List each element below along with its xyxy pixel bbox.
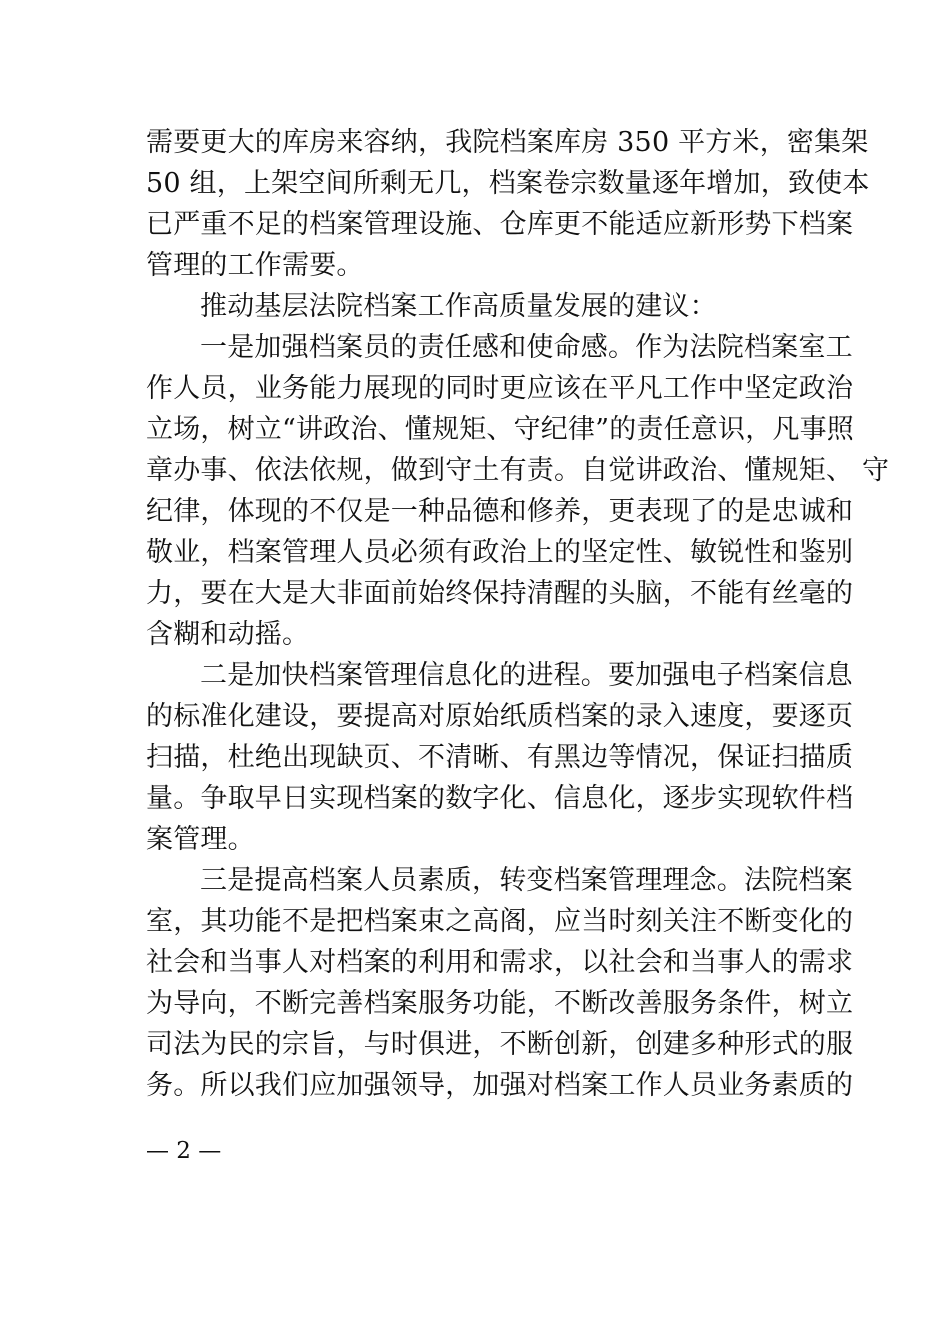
text-line-20: 室，其功能不是把档案束之高阁，应当时刻关注不断变化的	[146, 906, 854, 937]
text-line-12: 力，要在大是大非面前始终保持清醒的头脑，不能有丝毫的	[146, 578, 854, 609]
text-line-11: 敬业，档案管理人员必须有政治上的坚定性、敏锐性和鉴别	[146, 537, 854, 568]
text-line-2: 50 组，上架空间所剩无几，档案卷宗数量逐年增加，致使本	[146, 168, 870, 199]
section-heading: 推动基层法院档案工作高质量发展的建议：	[200, 291, 717, 322]
text-line-1: 需要更大的库房来容纳，我院档案库房 350 平方米，密集架	[146, 127, 869, 158]
text-line-7: 作人员，业务能力展现的同时更应该在平凡工作中坚定政治	[146, 373, 854, 404]
text-line-9: 章办事、依法依规，做到守土有责。自觉讲政治、懂规矩、 守	[146, 455, 890, 486]
paragraph-2-start: 二是加快档案管理信息化的进程。要加强电子档案信息	[200, 660, 853, 691]
page-number: — 2 —	[146, 1138, 222, 1164]
text-line-21: 社会和当事人对档案的利用和需求，以社会和当事人的需求	[146, 947, 854, 978]
text-line-23: 司法为民的宗旨，与时俱进，不断创新，创建多种形式的服	[146, 1029, 854, 1060]
text-line-4: 管理的工作需要。	[146, 250, 364, 281]
text-line-13: 含糊和动摇。	[146, 619, 310, 650]
text-line-18: 案管理。	[146, 824, 255, 855]
paragraph-3-start: 三是提高档案人员素质，转变档案管理理念。法院档案	[200, 865, 853, 896]
text-line-15: 的标准化建设，要提高对原始纸质档案的录入速度，要逐页	[146, 701, 854, 732]
text-line-17: 量。争取早日实现档案的数字化、信息化，逐步实现软件档	[146, 783, 854, 814]
text-line-22: 为导向，不断完善档案服务功能，不断改善服务条件，树立	[146, 988, 854, 1019]
paragraph-1-start: 一是加强档案员的责任感和使命感。作为法院档案室工	[200, 332, 853, 363]
text-line-8: 立场，树立“讲政治、懂规矩、守纪律”的责任意识，凡事照	[146, 414, 855, 445]
text-line-16: 扫描，杜绝出现缺页、不清晰、有黑边等情况，保证扫描质	[146, 742, 854, 773]
text-line-24: 务。所以我们应加强领导，加强对档案工作人员业务素质的	[146, 1070, 854, 1101]
text-line-3: 已严重不足的档案管理设施、仓库更不能适应新形势下档案	[146, 209, 854, 240]
text-line-10: 纪律，体现的不仅是一种品德和修养，更表现了的是忠诚和	[146, 496, 854, 527]
